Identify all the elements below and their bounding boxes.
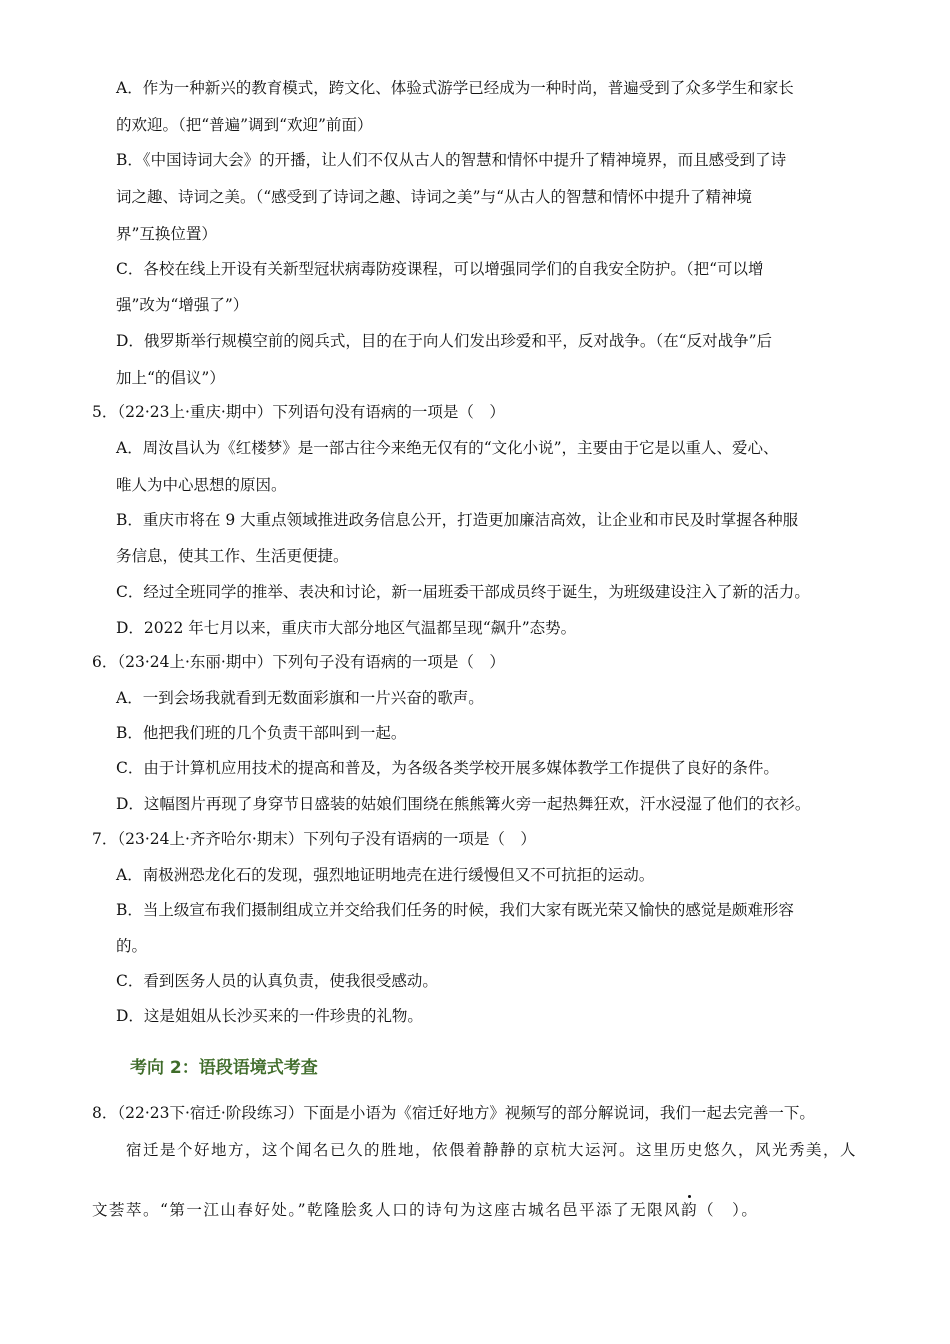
q5-option-d: D．2022 年七月以来，重庆市大部分地区气温都呈现“飙升”态势。	[116, 619, 577, 637]
q4-option-c-line1: C．各校在线上开设有关新型冠状病毒防疫课程，可以增强同学们的自我安全防护。（把“可以增	[116, 260, 764, 278]
q7-option-b-line1: B．当上级宣布我们摄制组成立并交给我们任务的时候，我们大家有既光荣又愉快的感觉是颇难形容	[116, 901, 794, 919]
q6-option-a: A．一到会场我就看到无数面彩旗和一片兴奋的歌声。	[116, 689, 484, 707]
q5-option-b-line1: B．重庆市将在 9 大重点领域推进政务信息公开，打造更加廉洁高效，让企业和市民及时掌握各种服	[116, 511, 799, 529]
q7-option-d: D．这是姐姐从长沙买来的一件珍贵的礼物。	[116, 1007, 423, 1025]
q8-stem: 8．（22·23下·宿迁·阶段练习）下面是小语为《宿迁好地方》视频写的部分解说词，我们一起去完善一下。	[92, 1104, 815, 1122]
q8-answer-blank[interactable]: （ ）。	[698, 1201, 759, 1219]
q4-option-b-line3: 界”互换位置）	[116, 225, 217, 243]
q5-option-a-line2: 唯人为中心思想的原因。	[116, 476, 287, 494]
q4-option-d-line1: D．俄罗斯举行规模空前的阅兵式，目的在于向人们发出珍爱和平，反对战争。（在“反对战争”后	[116, 332, 773, 350]
q6-option-d: D．这幅图片再现了身穿节日盛装的姑娘们围绕在熊熊篝火旁一起热舞狂欢，汗水浸湿了他们的衣衫。	[116, 795, 811, 813]
q4-option-a-line2: 的欢迎。（把“普遍”调到“欢迎”前面）	[116, 116, 373, 134]
q5-option-c: C．经过全班同学的推举、表决和讨论，新一届班委干部成员终于诞生，为班级建设注入了新的活力。	[116, 583, 810, 601]
q6-stem: 6．（23·24上·东丽·期中）下列句子没有语病的一项是（ ）	[92, 653, 505, 671]
q6-option-c: C．由于计算机应用技术的提高和普及，为各级各类学校开展多媒体教学工作提供了良好的条件。	[116, 759, 779, 777]
q7-option-c: C．看到医务人员的认真负责，使我很受感动。	[116, 972, 438, 990]
q4-option-b-line1: B．《中国诗词大会》的开播，让人们不仅从古人的智慧和情怀中提升了精神境界，而且感受到了诗	[116, 151, 787, 169]
q8-passage-line2-before: 文荟萃。“第一江山春好处。”乾隆脍炙人口的诗句为这座古城名邑平添了无限风	[92, 1201, 682, 1219]
q4-option-a-line1: A．作为一种新兴的教育模式，跨文化、体验式游学已经成为一种时尚，普遍受到了众多学生和家长	[116, 79, 794, 97]
q8-passage-line1: 宿迁是个好地方，这个闻名已久的胜地，依偎着静静的京杭大运河。这里历史悠久，风光秀美，人	[126, 1141, 858, 1159]
q5-stem: 5．（22·23上·重庆·期中）下列语句没有语病的一项是（ ）	[92, 403, 505, 421]
q4-option-d-line2: 加上“的倡议”）	[116, 369, 225, 387]
q4-option-c-line2: 强”改为“增强了”）	[116, 296, 249, 314]
q6-option-b: B．他把我们班的几个负责干部叫到一起。	[116, 724, 407, 742]
q5-option-a-line1: A．周汝昌认为《红楼梦》是一部古往今来绝无仅有的“文化小说”，主要由于它是以重人、爱心、	[116, 439, 779, 457]
q7-stem: 7．（23·24上·齐齐哈尔·期末）下列句子没有语病的一项是（ ）	[92, 830, 536, 848]
q8-passage-line2	[92, 1200, 758, 1220]
q4-option-b-line2: 词之趣、诗词之美。（“感受到了诗词之趣、诗词之美”与“从古人的智慧和情怀中提升了精神境	[116, 188, 753, 206]
q7-option-a: A．南极洲恐龙化石的发现，强烈地证明地壳在进行缓慢但又不可抗拒的运动。	[116, 866, 655, 884]
section-title: 考向 2：语段语境式考查	[130, 1058, 318, 1078]
q7-option-b-line2: 的。	[116, 937, 148, 955]
q5-option-b-line2: 务信息，使其工作、生活更便捷。	[116, 547, 349, 565]
emphasis-dot-char: 韵	[681, 1201, 699, 1219]
